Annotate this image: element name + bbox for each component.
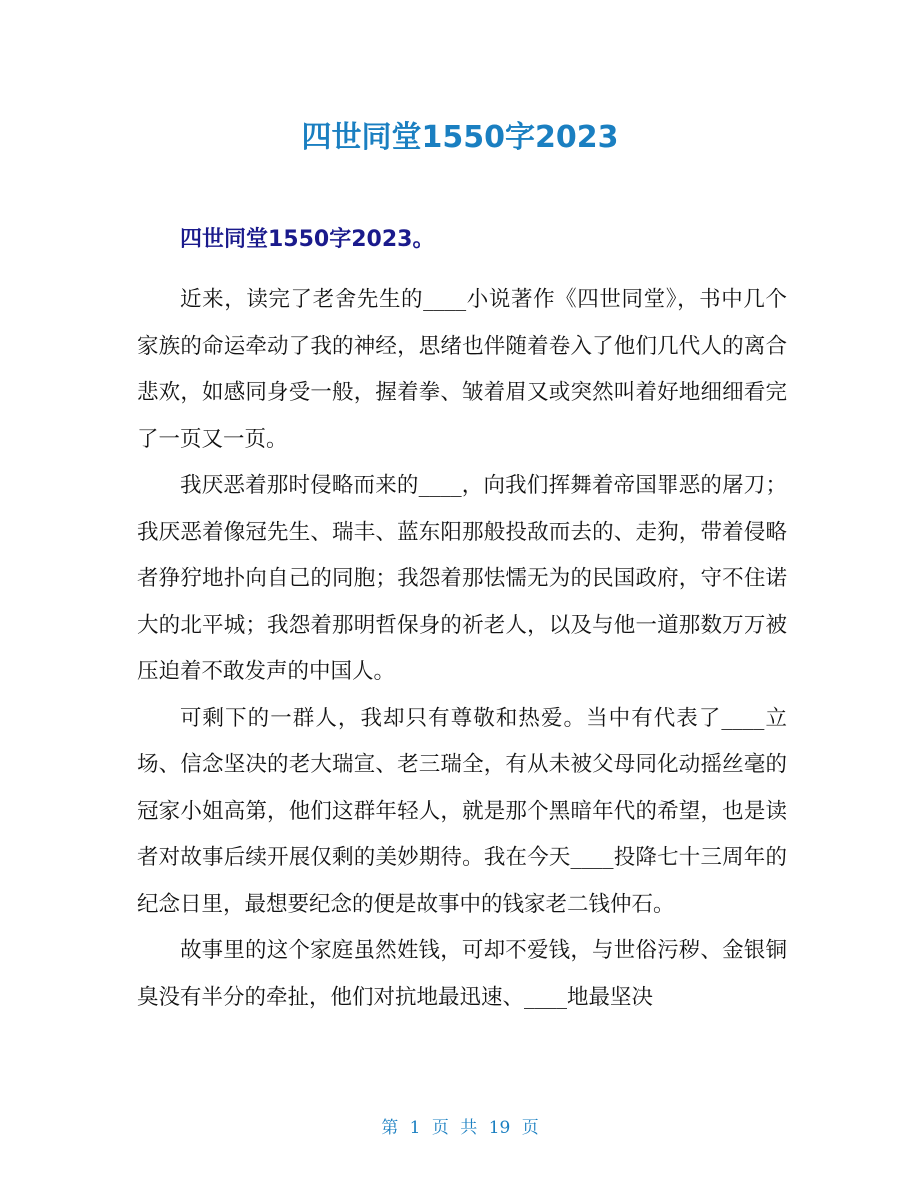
paragraph-1: 近来，读完了老舍先生的____小说著作《四世同堂》，书中几个家族的命运牵动了我的神经，思绪也伴随着卷入了他们几代人的离合悲欢，如感同身受一般，握着拳、皱着眉又或突然叫着好地细细看完了一页又一页。 [137, 287, 787, 452]
document-title: 四世同堂1550字2023 [301, 120, 619, 155]
document-body [137, 277, 787, 1021]
page-number-footer: 第 1 页 共 19 页 [381, 1118, 539, 1138]
document-subtitle: 四世同堂1550字2023。 [180, 227, 435, 252]
paragraph-4: 故事里的这个家庭虽然姓钱，可却不爱钱，与世俗污秽、金银铜臭没有半分的牵扯，他们对抗地最迅速、____地最坚决 [137, 938, 787, 1010]
paragraph-2: 我厌恶着那时侵略而来的____，向我们挥舞着帝国罪恶的屠刀；我厌恶着像冠先生、瑞丰、蓝东阳那般投敌而去的、走狗，带着侵略者狰狞地扑向自己的同胞；我怨着那怯懦无为的民国政府，守不住诺大的北平城；我怨着那明哲保身的祈老人，以及与他一道那数万万被压迫着不敢发声的中国人。 [137, 473, 787, 684]
paragraph-3: 可剩下的一群人，我却只有尊敬和热爱。当中有代表了____立场、信念坚决的老大瑞宣、老三瑞全，有从未被父母同化动摇丝毫的冠家小姐高第，他们这群年轻人，就是那个黑暗年代的希望，也是读者对故事后续开展仅剩的美妙期待。我在今天____投降七十三周年的纪念日里，最想要纪念的便是故事中的钱家老二钱仲石。 [137, 705, 787, 917]
